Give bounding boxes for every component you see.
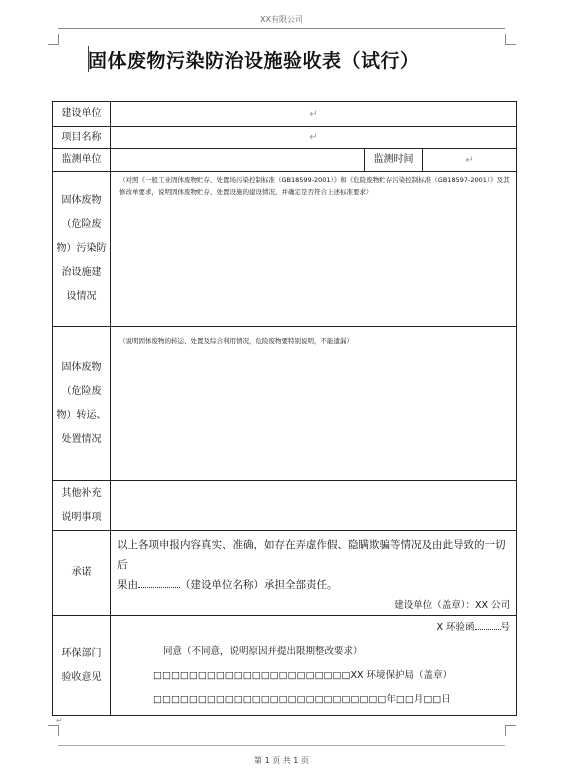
paragraph-mark: ↵ [56,716,63,725]
other-label-line-2: 说明事项 [61,511,102,523]
promise-row [53,531,517,616]
monitor-time-value[interactable]: ↵ [423,149,517,172]
builder-label: 建设单位 [53,102,111,127]
promise-content[interactable] [111,531,517,616]
facility-row [53,172,517,327]
header-divider [58,28,505,29]
monitor-label: 监测单位 [53,149,111,172]
facility-label-line-4: 治设施建 [61,267,102,278]
env-label [53,616,111,716]
transfer-content[interactable] [111,327,517,481]
env-ref-suffix: 号 [500,622,511,633]
crop-mark-top-right [505,34,516,45]
env-ref-number-blank[interactable] [475,629,501,630]
env-ref-line [111,616,516,640]
env-date: □□□□□□□□□□□□□□□□□□□□□□□□□□年□□月□□日 [153,694,451,705]
facility-label-line-3: 物）污染防 [56,243,107,254]
env-label-line-1: 环保部门 [61,647,102,659]
other-row [53,481,517,531]
transfer-label [53,327,111,481]
crop-mark-top-left [48,34,59,45]
env-ref: X 环验函 [436,622,475,633]
transfer-label-line-4: 处置情况 [61,433,102,445]
facility-label [53,172,111,327]
promise-signature: 建设单位（盖章）：XX 公司 [394,600,511,611]
promise-text-suffix: （建设单位名称）承担全部责任。 [180,579,338,591]
footer-divider [58,745,505,746]
project-row [53,127,517,149]
promise-text-prefix: 果由 [117,579,138,591]
env-label-line-2: 验收意见 [61,671,102,683]
crop-mark-bottom-left [48,725,59,736]
env-row [53,616,517,716]
acceptance-form-table [52,101,517,716]
builder-name-blank[interactable] [138,587,180,588]
facility-label-line-1: 固体废物 [61,195,102,206]
monitor-row [53,149,517,172]
transfer-note: （说明固体废物的转运、处置及综合利用情况，危险废物要特别说明，不能遗漏） [119,337,353,345]
page-header-company: XX有限公司 [260,15,303,24]
facility-note: （对照《一般工业固体废物贮存、处置场污染控制标准（GB18599-2001）》和《危险废物贮存污染控制标准（GB18597-2001）》及其修改单要求，说明固体废物贮存、处置设施的建设情况，并确定是否符合上述标准要求） [119,176,510,196]
page-title: 固体废物污染防治设施验收表（试行） [88,50,420,72]
crop-mark-bottom-right [505,725,516,736]
transfer-label-line-1: 固体废物 [61,361,102,373]
page-number: 第 1 页 共 1 页 [254,756,309,765]
env-agree: 同意（不同意，说明原因并提出限期整改要求） [163,646,363,657]
builder-value[interactable]: ↵ [111,102,517,127]
facility-content[interactable] [111,172,517,327]
other-label-line-1: 其他补充 [61,487,102,499]
promise-text-line-2 [111,575,516,595]
monitor-time-label: 监测时间 [365,149,423,172]
facility-label-line-5: 设情况 [66,291,97,302]
transfer-label-line-3: 物）转运、 [56,409,107,421]
project-label: 项目名称 [53,127,111,149]
other-label [53,481,111,531]
transfer-label-line-2: （危险废 [61,385,102,397]
promise-text-line-1: 以上各项申报内容真实、准确，如存在弄虚作假、隐瞒欺骗等情况及由此导致的一切后 [117,539,506,571]
builder-row [53,102,517,127]
facility-label-line-2: （危险废 [61,219,102,230]
env-content[interactable] [111,616,517,716]
promise-label: 承诺 [53,531,111,616]
env-stamp: □□□□□□□□□□□□□□□□□□□□□□XX 环境保护局（盖章） [153,670,453,681]
monitor-value[interactable] [111,149,365,172]
project-value[interactable]: ↵ [111,127,517,149]
transfer-row [53,327,517,481]
other-content[interactable] [111,481,517,531]
